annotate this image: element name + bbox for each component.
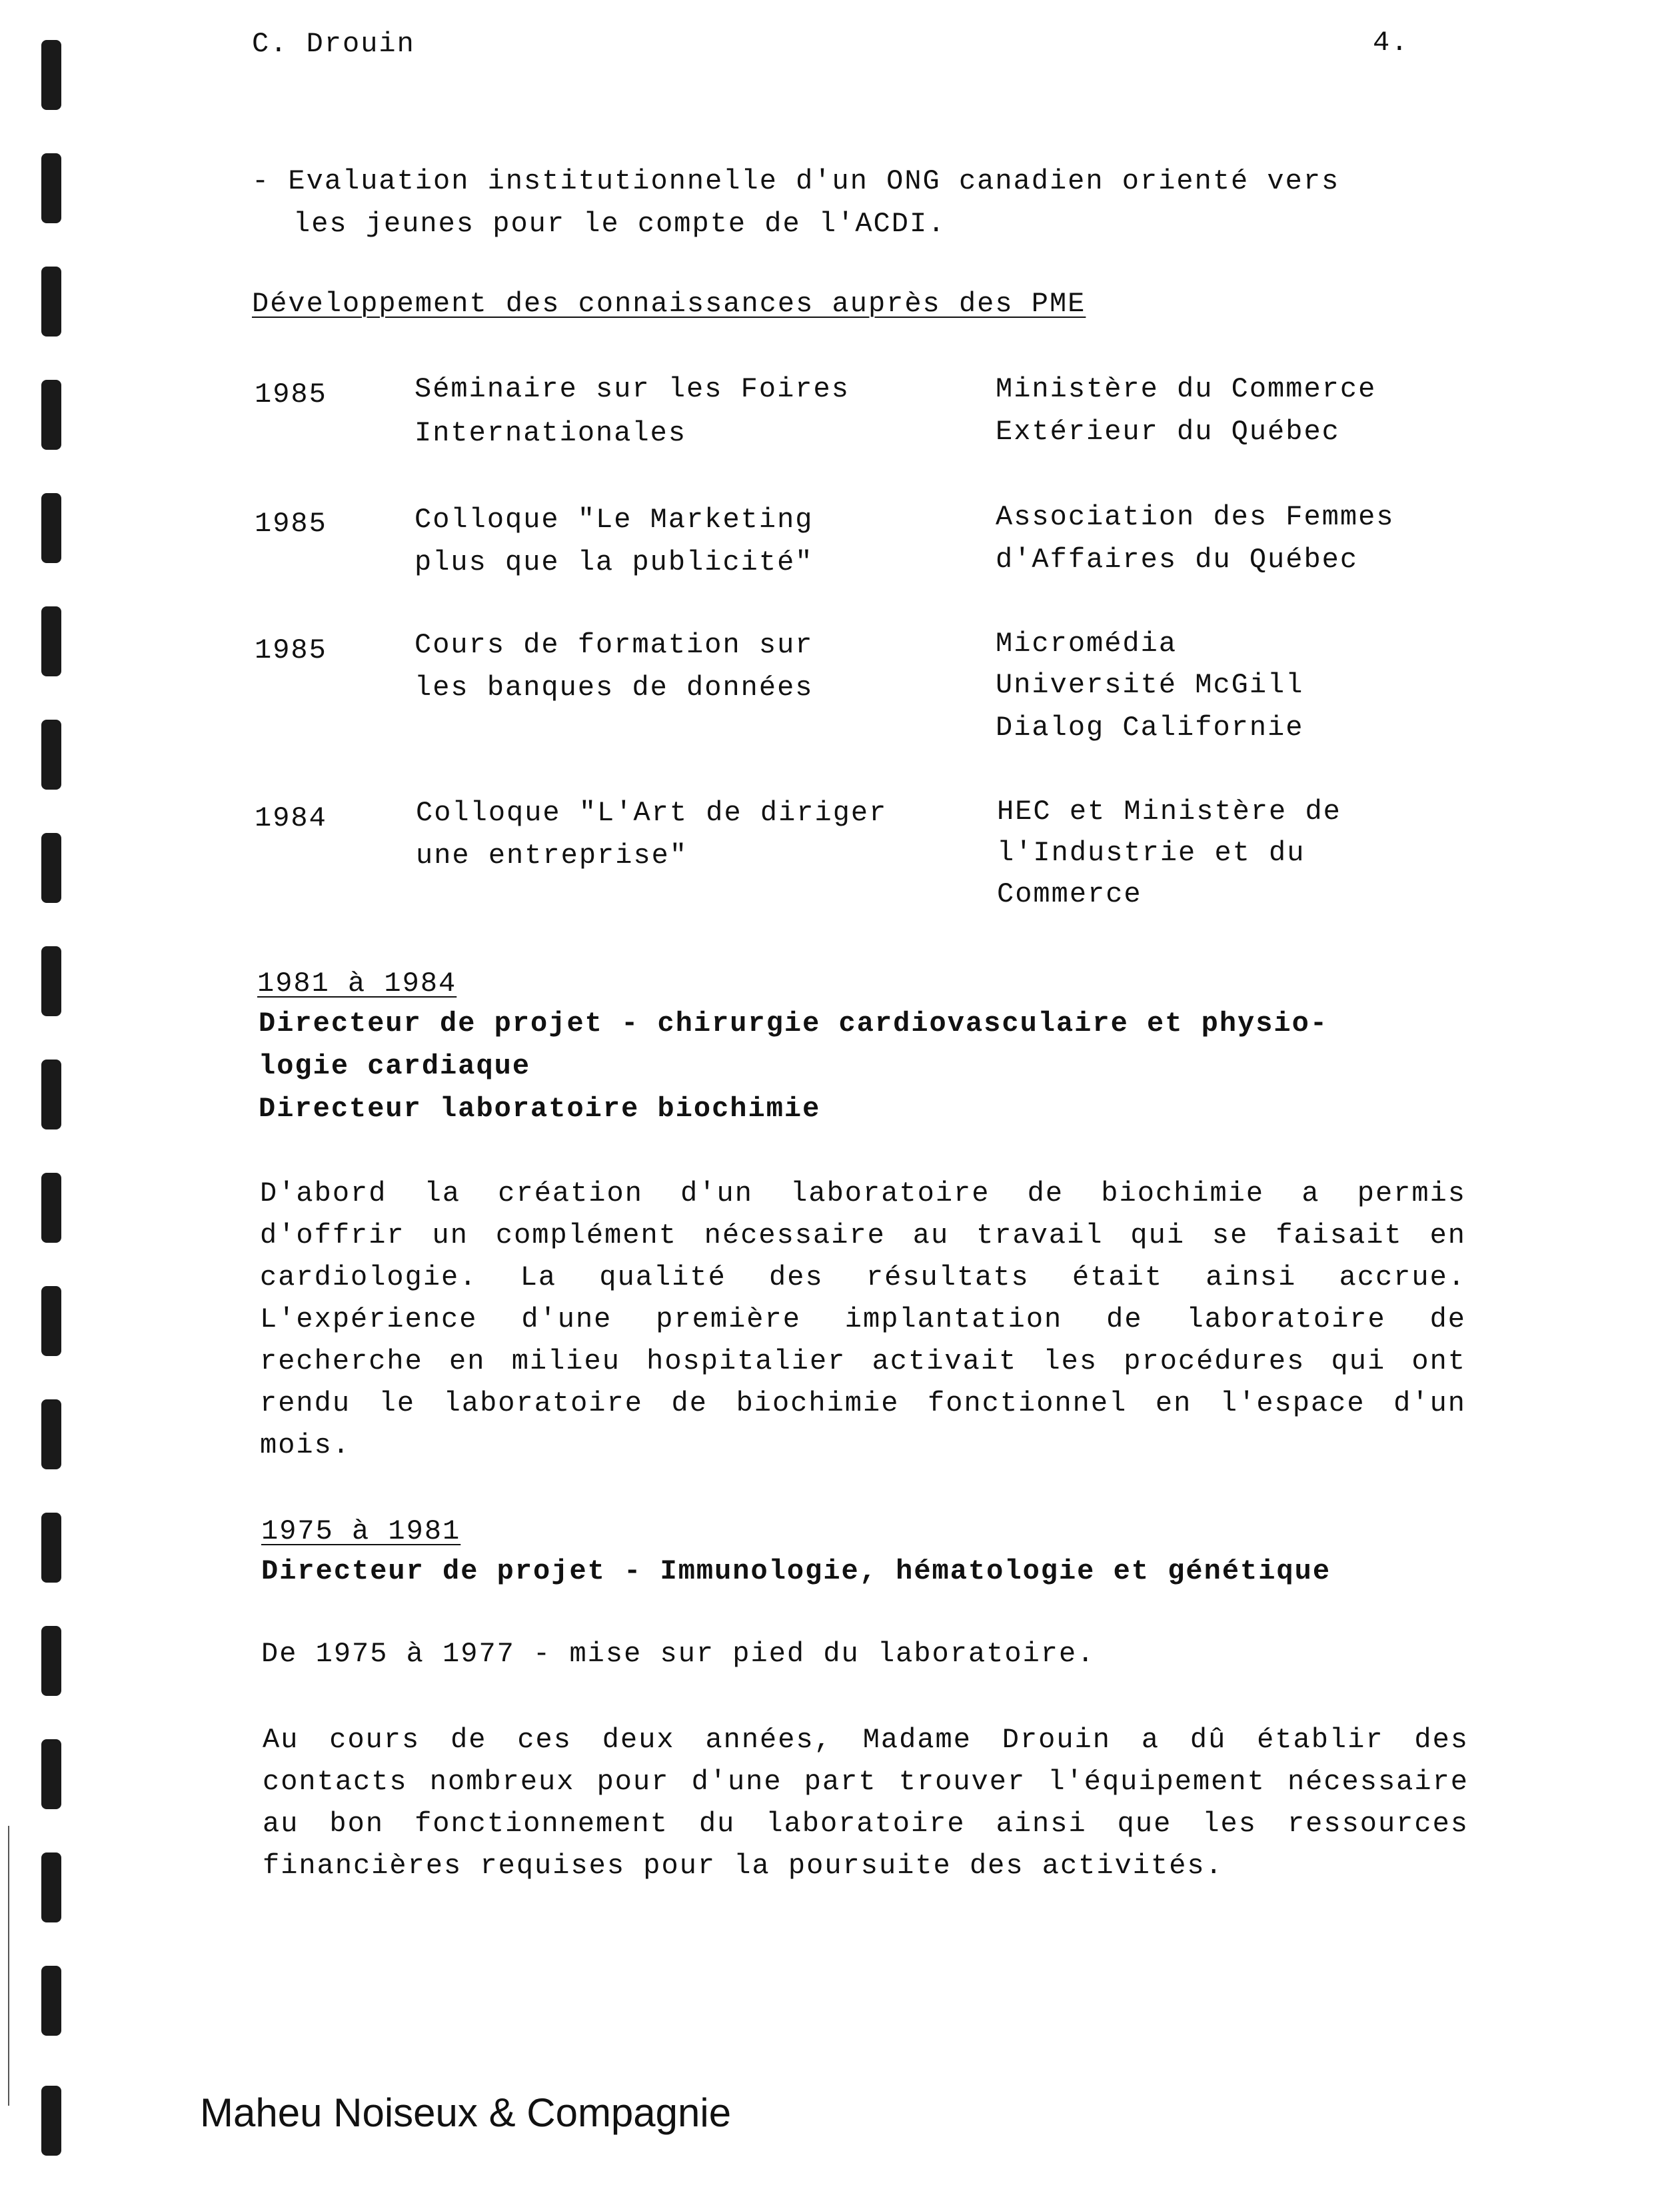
period-heading-1975: 1975 à 1981 [261, 1515, 461, 1547]
entry-org-line: l'Industrie et du [997, 837, 1305, 869]
entry-title-line: Séminaire sur les Foires [415, 373, 850, 405]
binder-hole [41, 1173, 61, 1243]
entry-org-line: Ministère du Commerce [996, 373, 1377, 405]
entry-title-line: Internationales [415, 417, 687, 449]
binder-hole [41, 720, 61, 790]
role-line: logie cardiaque [259, 1050, 531, 1082]
binder-hole [41, 1286, 61, 1356]
binder-hole [41, 1739, 61, 1809]
binder-hole [41, 606, 61, 676]
binder-hole [41, 833, 61, 903]
entry-org-line: Extérieur du Québec [996, 416, 1340, 448]
binder-hole [41, 267, 61, 337]
margin-line [8, 1826, 9, 2106]
role-line: Directeur de projet - chirurgie cardiovasculaire et physio- [259, 1008, 1329, 1040]
role-line: Directeur de projet - Immunologie, hématologie et génétique [261, 1555, 1331, 1587]
binder-hole [41, 1060, 61, 1129]
page-number: 4. [1373, 27, 1409, 59]
intro-item-line-1: - Evaluation institutionnelle d'un ONG canadien orienté vers [252, 165, 1340, 197]
entry-org-line: d'Affaires du Québec [996, 544, 1359, 576]
binder-hole [41, 1513, 61, 1583]
role-line: Directeur laboratoire biochimie [259, 1093, 821, 1125]
entry-year: 1985 [255, 378, 327, 410]
binder-hole [41, 493, 61, 563]
entry-year: 1984 [255, 802, 327, 834]
paragraph-1975: Au cours de ces deux années, Madame Drouin a dû établir des contacts nombreux pour d'une part trouver l'équipement nécessaire au bon fonctionnement du laboratoire ainsi que les ressources financières requises pour la poursuite des activités. [263, 1724, 1469, 1882]
entry-title-line: une entreprise" [416, 840, 688, 872]
entry-org-line: Association des Femmes [996, 501, 1395, 533]
footer-company: Maheu Noiseux & Compagnie [200, 2090, 732, 2135]
entry-title-line: Colloque "Le Marketing [415, 504, 814, 536]
entry-org-line: Dialog Californie [996, 712, 1304, 744]
entry-year: 1985 [255, 634, 327, 666]
entry-title-line: Cours de formation sur [415, 629, 814, 661]
entry-org-line: Micromédia [996, 628, 1178, 660]
binder-hole [41, 380, 61, 450]
entry-title-line: plus que la publicité" [415, 546, 814, 578]
entry-title-line: les banques de données [415, 672, 814, 704]
entry-org-line: HEC et Ministère de [997, 796, 1341, 828]
intro-item-line-2: les jeunes pour le compte de l'ACDI. [293, 208, 946, 240]
binder-hole [41, 1399, 61, 1469]
paragraph-1975-intro: De 1975 à 1977 - mise sur pied du laboratoire. [261, 1638, 1096, 1670]
binder-hole [41, 1966, 61, 2036]
period-heading-1981: 1981 à 1984 [257, 968, 457, 1000]
binder-hole [41, 1626, 61, 1696]
section-heading-pme: Développement des connaissances auprès des PME [252, 288, 1086, 320]
entry-org-line: Université McGill [996, 669, 1304, 701]
binder-hole [41, 1852, 61, 1922]
binder-hole [41, 946, 61, 1016]
binder-hole [41, 153, 61, 223]
paragraph-1981: D'abord la création d'un laboratoire de biochimie a permis d'offrir un complément nécessaire au travail qui se faisait en cardiologie. La qualité des résultats était ainsi accrue. L'expérience d'une première implantation de laboratoire de recherche en milieu hospitalier activait les procédures qui ont rendu le laboratoire de biochimie fonctionnel en l'espace d'un mois. [260, 1177, 1466, 1461]
entry-title-line: Colloque "L'Art de diriger [416, 797, 888, 829]
entry-year: 1985 [255, 508, 327, 540]
binder-hole [41, 40, 61, 110]
header-author: C. Drouin [252, 28, 415, 60]
binder-hole [41, 2086, 61, 2156]
entry-org-line: Commerce [997, 878, 1142, 910]
